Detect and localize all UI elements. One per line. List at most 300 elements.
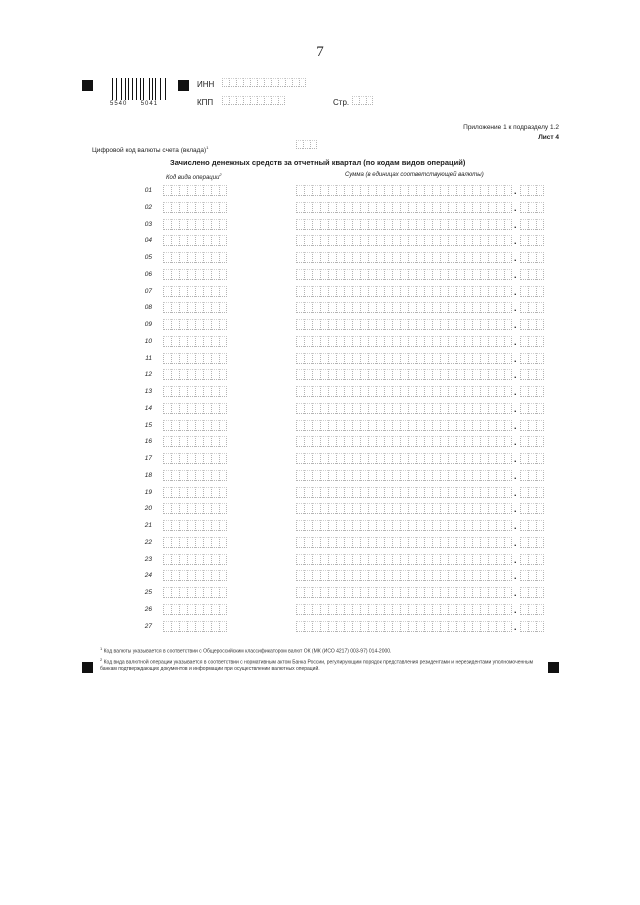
char-cell[interactable]	[179, 621, 187, 632]
char-cell[interactable]	[424, 269, 432, 280]
char-cell[interactable]	[440, 537, 448, 548]
char-cell[interactable]	[536, 420, 544, 431]
char-cell[interactable]	[179, 319, 187, 330]
char-cell[interactable]	[464, 302, 472, 313]
char-cell[interactable]	[336, 269, 344, 280]
char-cell[interactable]	[219, 252, 227, 263]
char-cell[interactable]	[480, 520, 488, 531]
char-cell[interactable]	[336, 604, 344, 615]
char-cell[interactable]	[432, 185, 440, 196]
char-cell[interactable]	[480, 621, 488, 632]
char-cell[interactable]	[456, 487, 464, 498]
char-cell[interactable]	[528, 219, 536, 230]
char-cell[interactable]	[504, 302, 512, 313]
char-cell[interactable]	[328, 185, 336, 196]
char-cell[interactable]	[187, 269, 195, 280]
char-cell[interactable]	[171, 420, 179, 431]
char-cell[interactable]	[528, 319, 536, 330]
char-cell[interactable]	[496, 621, 504, 632]
char-cell[interactable]	[304, 319, 312, 330]
char-cell[interactable]	[328, 403, 336, 414]
char-cell[interactable]	[464, 252, 472, 263]
char-cell[interactable]	[488, 235, 496, 246]
char-cell[interactable]	[203, 403, 211, 414]
char-cell[interactable]	[432, 420, 440, 431]
char-cell[interactable]	[187, 202, 195, 213]
char-cell[interactable]	[312, 503, 320, 514]
char-cell[interactable]	[352, 503, 360, 514]
char-cell[interactable]	[163, 403, 171, 414]
char-cell[interactable]	[171, 302, 179, 313]
char-cell[interactable]	[432, 621, 440, 632]
char-cell[interactable]	[312, 319, 320, 330]
char-cell[interactable]	[536, 537, 544, 548]
char-cell[interactable]	[480, 570, 488, 581]
char-cell[interactable]	[312, 252, 320, 263]
char-cell[interactable]	[416, 219, 424, 230]
char-cell[interactable]	[440, 420, 448, 431]
char-cell[interactable]	[528, 604, 536, 615]
char-cell[interactable]	[344, 386, 352, 397]
sum-field[interactable]	[296, 420, 512, 431]
char-cell[interactable]	[163, 453, 171, 464]
char-cell[interactable]	[432, 470, 440, 481]
char-cell[interactable]	[278, 78, 285, 87]
char-cell[interactable]	[203, 319, 211, 330]
char-cell[interactable]	[520, 436, 528, 447]
char-cell[interactable]	[392, 470, 400, 481]
char-cell[interactable]	[392, 252, 400, 263]
char-cell[interactable]	[496, 252, 504, 263]
char-cell[interactable]	[416, 336, 424, 347]
char-cell[interactable]	[448, 185, 456, 196]
char-cell[interactable]	[472, 604, 480, 615]
char-cell[interactable]	[448, 604, 456, 615]
sum-field[interactable]	[296, 570, 512, 581]
char-cell[interactable]	[344, 286, 352, 297]
char-cell[interactable]	[328, 269, 336, 280]
char-cell[interactable]	[536, 403, 544, 414]
char-cell[interactable]	[320, 185, 328, 196]
char-cell[interactable]	[400, 302, 408, 313]
char-cell[interactable]	[360, 202, 368, 213]
char-cell[interactable]	[408, 369, 416, 380]
char-cell[interactable]	[416, 269, 424, 280]
char-cell[interactable]	[496, 269, 504, 280]
char-cell[interactable]	[171, 252, 179, 263]
char-cell[interactable]	[211, 520, 219, 531]
operation-code-field[interactable]	[163, 269, 227, 280]
char-cell[interactable]	[195, 420, 203, 431]
char-cell[interactable]	[400, 470, 408, 481]
char-cell[interactable]	[464, 470, 472, 481]
char-cell[interactable]	[424, 403, 432, 414]
char-cell[interactable]	[304, 436, 312, 447]
char-cell[interactable]	[376, 235, 384, 246]
char-cell[interactable]	[264, 96, 271, 105]
sum-decimal-field[interactable]	[520, 537, 544, 548]
char-cell[interactable]	[472, 621, 480, 632]
sum-decimal-field[interactable]	[520, 353, 544, 364]
char-cell[interactable]	[432, 219, 440, 230]
char-cell[interactable]	[328, 554, 336, 565]
char-cell[interactable]	[352, 537, 360, 548]
char-cell[interactable]	[195, 587, 203, 598]
char-cell[interactable]	[187, 520, 195, 531]
sum-field[interactable]	[296, 219, 512, 230]
char-cell[interactable]	[496, 369, 504, 380]
char-cell[interactable]	[203, 587, 211, 598]
char-cell[interactable]	[163, 235, 171, 246]
char-cell[interactable]	[528, 487, 536, 498]
char-cell[interactable]	[440, 436, 448, 447]
char-cell[interactable]	[187, 453, 195, 464]
char-cell[interactable]	[312, 587, 320, 598]
char-cell[interactable]	[360, 621, 368, 632]
char-cell[interactable]	[250, 96, 257, 105]
char-cell[interactable]	[336, 554, 344, 565]
char-cell[interactable]	[360, 604, 368, 615]
char-cell[interactable]	[179, 470, 187, 481]
char-cell[interactable]	[456, 219, 464, 230]
char-cell[interactable]	[392, 570, 400, 581]
page-field[interactable]	[352, 96, 373, 105]
char-cell[interactable]	[488, 453, 496, 464]
operation-code-field[interactable]	[163, 219, 227, 230]
char-cell[interactable]	[528, 570, 536, 581]
char-cell[interactable]	[352, 487, 360, 498]
char-cell[interactable]	[488, 570, 496, 581]
char-cell[interactable]	[520, 202, 528, 213]
char-cell[interactable]	[352, 570, 360, 581]
char-cell[interactable]	[472, 386, 480, 397]
char-cell[interactable]	[360, 386, 368, 397]
char-cell[interactable]	[424, 487, 432, 498]
char-cell[interactable]	[320, 286, 328, 297]
char-cell[interactable]	[408, 235, 416, 246]
char-cell[interactable]	[203, 302, 211, 313]
char-cell[interactable]	[211, 235, 219, 246]
char-cell[interactable]	[360, 403, 368, 414]
char-cell[interactable]	[296, 319, 304, 330]
char-cell[interactable]	[219, 336, 227, 347]
char-cell[interactable]	[440, 369, 448, 380]
char-cell[interactable]	[211, 487, 219, 498]
char-cell[interactable]	[179, 520, 187, 531]
char-cell[interactable]	[456, 353, 464, 364]
char-cell[interactable]	[328, 537, 336, 548]
char-cell[interactable]	[400, 621, 408, 632]
char-cell[interactable]	[360, 503, 368, 514]
char-cell[interactable]	[376, 369, 384, 380]
char-cell[interactable]	[520, 369, 528, 380]
char-cell[interactable]	[504, 185, 512, 196]
sum-decimal-field[interactable]	[520, 470, 544, 481]
char-cell[interactable]	[187, 604, 195, 615]
char-cell[interactable]	[416, 520, 424, 531]
char-cell[interactable]	[211, 353, 219, 364]
operation-code-field[interactable]	[163, 554, 227, 565]
char-cell[interactable]	[203, 554, 211, 565]
char-cell[interactable]	[195, 235, 203, 246]
char-cell[interactable]	[464, 520, 472, 531]
sum-field[interactable]	[296, 520, 512, 531]
char-cell[interactable]	[179, 453, 187, 464]
char-cell[interactable]	[163, 336, 171, 347]
char-cell[interactable]	[344, 353, 352, 364]
char-cell[interactable]	[179, 487, 187, 498]
char-cell[interactable]	[328, 302, 336, 313]
char-cell[interactable]	[320, 453, 328, 464]
sum-decimal-field[interactable]	[520, 235, 544, 246]
char-cell[interactable]	[360, 453, 368, 464]
char-cell[interactable]	[496, 235, 504, 246]
char-cell[interactable]	[171, 269, 179, 280]
char-cell[interactable]	[496, 185, 504, 196]
char-cell[interactable]	[504, 520, 512, 531]
sum-field[interactable]	[296, 453, 512, 464]
char-cell[interactable]	[304, 420, 312, 431]
char-cell[interactable]	[163, 185, 171, 196]
char-cell[interactable]	[432, 604, 440, 615]
char-cell[interactable]	[424, 621, 432, 632]
char-cell[interactable]	[328, 235, 336, 246]
char-cell[interactable]	[163, 286, 171, 297]
char-cell[interactable]	[310, 140, 317, 149]
char-cell[interactable]	[179, 185, 187, 196]
char-cell[interactable]	[432, 487, 440, 498]
char-cell[interactable]	[464, 621, 472, 632]
char-cell[interactable]	[163, 369, 171, 380]
char-cell[interactable]	[440, 319, 448, 330]
char-cell[interactable]	[360, 470, 368, 481]
operation-code-field[interactable]	[163, 621, 227, 632]
char-cell[interactable]	[400, 369, 408, 380]
char-cell[interactable]	[336, 570, 344, 581]
char-cell[interactable]	[219, 436, 227, 447]
char-cell[interactable]	[344, 621, 352, 632]
char-cell[interactable]	[296, 369, 304, 380]
char-cell[interactable]	[179, 537, 187, 548]
char-cell[interactable]	[187, 403, 195, 414]
char-cell[interactable]	[416, 554, 424, 565]
char-cell[interactable]	[376, 286, 384, 297]
char-cell[interactable]	[384, 286, 392, 297]
char-cell[interactable]	[328, 453, 336, 464]
char-cell[interactable]	[304, 269, 312, 280]
operation-code-field[interactable]	[163, 185, 227, 196]
char-cell[interactable]	[179, 302, 187, 313]
char-cell[interactable]	[257, 78, 264, 87]
char-cell[interactable]	[520, 604, 528, 615]
char-cell[interactable]	[464, 453, 472, 464]
sum-decimal-field[interactable]	[520, 319, 544, 330]
char-cell[interactable]	[368, 336, 376, 347]
char-cell[interactable]	[456, 570, 464, 581]
char-cell[interactable]	[368, 570, 376, 581]
char-cell[interactable]	[352, 235, 360, 246]
char-cell[interactable]	[384, 537, 392, 548]
char-cell[interactable]	[440, 570, 448, 581]
char-cell[interactable]	[384, 219, 392, 230]
char-cell[interactable]	[336, 369, 344, 380]
char-cell[interactable]	[336, 520, 344, 531]
char-cell[interactable]	[296, 436, 304, 447]
char-cell[interactable]	[336, 403, 344, 414]
char-cell[interactable]	[424, 369, 432, 380]
char-cell[interactable]	[384, 604, 392, 615]
char-cell[interactable]	[360, 554, 368, 565]
char-cell[interactable]	[528, 621, 536, 632]
char-cell[interactable]	[211, 554, 219, 565]
char-cell[interactable]	[195, 470, 203, 481]
char-cell[interactable]	[376, 420, 384, 431]
char-cell[interactable]	[480, 587, 488, 598]
char-cell[interactable]	[472, 269, 480, 280]
char-cell[interactable]	[211, 621, 219, 632]
char-cell[interactable]	[368, 537, 376, 548]
char-cell[interactable]	[195, 436, 203, 447]
char-cell[interactable]	[456, 386, 464, 397]
char-cell[interactable]	[360, 219, 368, 230]
char-cell[interactable]	[520, 235, 528, 246]
char-cell[interactable]	[336, 219, 344, 230]
char-cell[interactable]	[203, 570, 211, 581]
sum-decimal-field[interactable]	[520, 219, 544, 230]
char-cell[interactable]	[504, 319, 512, 330]
char-cell[interactable]	[195, 403, 203, 414]
sum-field[interactable]	[296, 369, 512, 380]
sum-field[interactable]	[296, 604, 512, 615]
char-cell[interactable]	[392, 420, 400, 431]
char-cell[interactable]	[312, 453, 320, 464]
char-cell[interactable]	[296, 140, 303, 149]
char-cell[interactable]	[440, 403, 448, 414]
char-cell[interactable]	[312, 202, 320, 213]
char-cell[interactable]	[472, 453, 480, 464]
char-cell[interactable]	[440, 336, 448, 347]
char-cell[interactable]	[464, 503, 472, 514]
char-cell[interactable]	[171, 554, 179, 565]
char-cell[interactable]	[195, 269, 203, 280]
char-cell[interactable]	[472, 202, 480, 213]
char-cell[interactable]	[472, 336, 480, 347]
sum-decimal-field[interactable]	[520, 269, 544, 280]
sum-field[interactable]	[296, 235, 512, 246]
char-cell[interactable]	[536, 219, 544, 230]
char-cell[interactable]	[432, 570, 440, 581]
char-cell[interactable]	[312, 386, 320, 397]
char-cell[interactable]	[432, 252, 440, 263]
char-cell[interactable]	[312, 470, 320, 481]
char-cell[interactable]	[488, 470, 496, 481]
char-cell[interactable]	[187, 554, 195, 565]
char-cell[interactable]	[448, 520, 456, 531]
char-cell[interactable]	[472, 436, 480, 447]
char-cell[interactable]	[203, 336, 211, 347]
char-cell[interactable]	[203, 537, 211, 548]
char-cell[interactable]	[400, 336, 408, 347]
char-cell[interactable]	[229, 78, 236, 87]
char-cell[interactable]	[368, 235, 376, 246]
char-cell[interactable]	[187, 503, 195, 514]
char-cell[interactable]	[163, 520, 171, 531]
operation-code-field[interactable]	[163, 319, 227, 330]
char-cell[interactable]	[448, 252, 456, 263]
char-cell[interactable]	[464, 537, 472, 548]
char-cell[interactable]	[480, 185, 488, 196]
char-cell[interactable]	[195, 554, 203, 565]
char-cell[interactable]	[219, 302, 227, 313]
char-cell[interactable]	[163, 554, 171, 565]
char-cell[interactable]	[179, 587, 187, 598]
char-cell[interactable]	[472, 302, 480, 313]
char-cell[interactable]	[271, 96, 278, 105]
char-cell[interactable]	[211, 252, 219, 263]
char-cell[interactable]	[528, 436, 536, 447]
char-cell[interactable]	[360, 587, 368, 598]
char-cell[interactable]	[416, 503, 424, 514]
char-cell[interactable]	[472, 235, 480, 246]
char-cell[interactable]	[384, 503, 392, 514]
char-cell[interactable]	[392, 386, 400, 397]
char-cell[interactable]	[360, 570, 368, 581]
char-cell[interactable]	[400, 453, 408, 464]
sum-decimal-field[interactable]	[520, 621, 544, 632]
char-cell[interactable]	[352, 269, 360, 280]
char-cell[interactable]	[416, 604, 424, 615]
char-cell[interactable]	[187, 286, 195, 297]
char-cell[interactable]	[504, 420, 512, 431]
char-cell[interactable]	[384, 185, 392, 196]
char-cell[interactable]	[336, 503, 344, 514]
char-cell[interactable]	[472, 587, 480, 598]
char-cell[interactable]	[488, 436, 496, 447]
char-cell[interactable]	[187, 587, 195, 598]
char-cell[interactable]	[203, 386, 211, 397]
char-cell[interactable]	[163, 219, 171, 230]
char-cell[interactable]	[320, 302, 328, 313]
char-cell[interactable]	[488, 353, 496, 364]
sum-decimal-field[interactable]	[520, 369, 544, 380]
char-cell[interactable]	[384, 470, 392, 481]
char-cell[interactable]	[163, 487, 171, 498]
char-cell[interactable]	[464, 185, 472, 196]
char-cell[interactable]	[312, 570, 320, 581]
char-cell[interactable]	[496, 503, 504, 514]
char-cell[interactable]	[528, 554, 536, 565]
char-cell[interactable]	[195, 621, 203, 632]
char-cell[interactable]	[488, 621, 496, 632]
char-cell[interactable]	[432, 202, 440, 213]
char-cell[interactable]	[504, 252, 512, 263]
char-cell[interactable]	[488, 520, 496, 531]
char-cell[interactable]	[304, 470, 312, 481]
char-cell[interactable]	[352, 470, 360, 481]
char-cell[interactable]	[320, 386, 328, 397]
char-cell[interactable]	[344, 520, 352, 531]
char-cell[interactable]	[320, 235, 328, 246]
char-cell[interactable]	[344, 202, 352, 213]
char-cell[interactable]	[448, 554, 456, 565]
sum-decimal-field[interactable]	[520, 503, 544, 514]
char-cell[interactable]	[222, 78, 229, 87]
char-cell[interactable]	[320, 621, 328, 632]
char-cell[interactable]	[376, 503, 384, 514]
char-cell[interactable]	[195, 219, 203, 230]
sum-decimal-field[interactable]	[520, 554, 544, 565]
char-cell[interactable]	[400, 503, 408, 514]
